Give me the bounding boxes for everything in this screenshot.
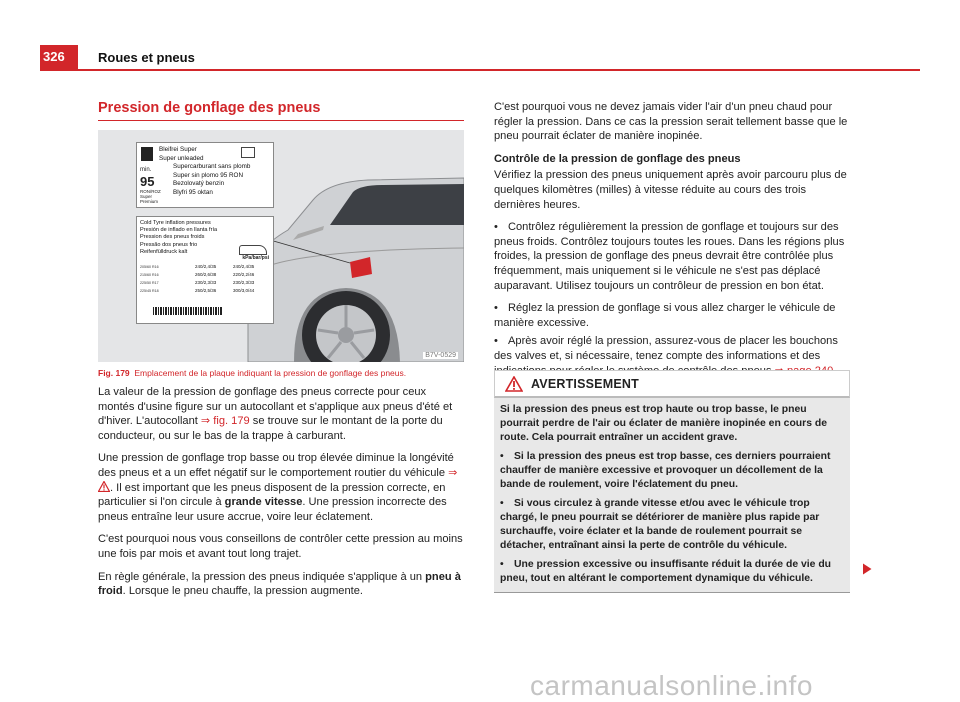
bullet-item: • Après avoir réglé la pression, assurez-vous de placer les bouchons des valves et, si nécessaire, tenez compte des informations et des — [494, 334, 850, 378]
section-title: Pression de gonflage des pneus — [98, 100, 321, 116]
paragraph-3: C'est pourquoi nous vous conseillons de contrôler cette pression au moins une fois par mois et avant tout long trajet. — [98, 533, 463, 560]
figure-caption: Fig. 179 Emplacement de la plaque indiquant la pression de gonflage des pneus. — [98, 368, 407, 378]
paragraph-2: Une pression de gonflage trop basse ou trop élevée diminue la longévité des pneus et a un effet négatif sur le comportement routier du véhicule ⇒ . Il est important que les pneus disposent de la pression correcte, en particulier si l'on circule à grande vitesse. Une pression incorrecte des pneus entraîne leur usure accrue, voire leur éclatement. — [98, 452, 458, 523]
fuel-label-sticker — [136, 142, 274, 208]
next-page-arrow-icon[interactable] — [862, 563, 872, 575]
min-label: min. — [140, 167, 152, 173]
figure-link[interactable]: ⇒ fig. 179 — [200, 415, 250, 428]
barcode — [153, 307, 223, 315]
warning-link[interactable]: ⇒ — [98, 467, 457, 494]
book-icon — [241, 147, 255, 158]
subheading: Contrôle de la pression de gonflage des pneus — [494, 152, 741, 165]
warning-bullet: • Si la pression des pneus est trop basse, ces derniers pourraient chauffer de manière excessive et provoquer un décollement de la bande de roulement, voire l'éclatement du pneu. — [500, 451, 831, 490]
pressure-col-2: 240/2,4/35 220/2,2/46 230/2,3/33 300/3,0/44 — [233, 264, 255, 293]
tyre-sizes: 205/60 R16 215/60 R16 225/50 R17 225/45 R18 — [140, 265, 159, 293]
warning-body — [494, 398, 850, 592]
octane-number: 95 — [140, 174, 155, 189]
watermark: carmanualsonline.info — [530, 670, 813, 701]
fuel-pump-icon — [141, 147, 153, 161]
paragraph-5: C'est pourquoi vous ne devez jamais vider l'air d'un pneu chaud pour régler la pression. Dans ce cas la pression serait tellement basse que le pneu pourrait éclater de manière inopinée. — [494, 101, 848, 143]
warning-bullet: • Si vous circulez à grande vitesse et/ou avec le véhicule trop chargé, le pneu pourrait se détériorer de manière plus rapide par surchauffe, voire éclater et la bande de roulement pourrait se détacher, entraînant ainsi la perte de contrôle du véhicule. — [500, 498, 820, 551]
bullet-item: • Contrôlez régulièrement la pression de gonflage et toujours sur des pneus froids. Contrôlez toujours toutes les roues. Dans les régions plus froides, la pression de gonflage des pneus devrait être contrôlée plus fréquemment, mais uniquement si le véhicule ne s'est pas déplacé auparavant. Utilisez toujours un contrôleur de pression en bon état. — [494, 221, 845, 292]
tyre-label-text: Cold Tyre inflation pressures Presión de inflado en llanta fría Pression des pneus froids Pressão dos pneus frio Reifenfülldruck kalt — [140, 220, 218, 255]
right-column — [494, 100, 850, 386]
tyre-pressure-sticker — [136, 216, 274, 324]
warning-bullet: • Une pression excessive ou insuffisante réduit la durée de vie du pneu, tout en altérant le comportement dynamique du véhicule. — [500, 559, 832, 584]
warning-triangle-icon — [505, 376, 523, 392]
header-rule — [40, 69, 920, 71]
title-rule — [98, 120, 464, 121]
fuel-label-text: Bleifrei Super Super unleaded Supercarburant sans plomb Super sin plomo 95 RON Bezolovatý benzin Blyfri 95 oktan — [159, 146, 251, 196]
pressure-col-1: 240/2,4/35 260/2,6/38 230/2,3/33 250/2,5/36 — [195, 264, 217, 293]
chapter-title: Roues et pneus — [98, 50, 195, 65]
paragraph-6: Vérifiez la pression des pneus uniquement après avoir parcouru plus de quelques kilomètres (milles) à vitesse réduite au cours des trois dernières heures. — [494, 169, 847, 211]
warning-triangle-icon — [98, 481, 110, 492]
bullet-item: • Réglez la pression de gonflage si vous allez charger le véhicule de manière excessive. — [494, 302, 836, 329]
grade-list: RON/ROZ Super Premium — [140, 189, 161, 204]
paragraph-4: En règle générale, la pression des pneus indiquée s'applique à un pneu à froid. Lorsque le pneu chauffe, la pression augmente. — [98, 570, 461, 598]
unit-label: kPa/bar/psi — [242, 255, 269, 261]
page-number: 326 — [40, 45, 78, 69]
left-column — [98, 385, 464, 607]
warning-intro: Si la pression des pneus est trop haute ou trop basse, le pneu pourrait perdre de l'air ou éclater de manière inopinée en cours de route. Cela pourrait entraîner un accident grave. — [500, 404, 827, 443]
car-symbol-icon — [239, 245, 267, 255]
warning-title: AVERTISSEMENT — [531, 376, 639, 391]
figure-179 — [98, 130, 464, 362]
paragraph-1: La valeur de la pression de gonflage des pneus correcte pour ceux montés d'usine figure sur un autocollant et s'applique aux pneus d'été et d'hiver. L'autocollant ⇒ fig. 179 se trouve sur le montant de la porte du conducteur, ou sur le bas de la trappe à carburant. — [98, 386, 453, 442]
warning-box — [494, 370, 850, 593]
figure-code: B7V-0529 — [425, 352, 456, 359]
warning-header — [494, 370, 850, 398]
